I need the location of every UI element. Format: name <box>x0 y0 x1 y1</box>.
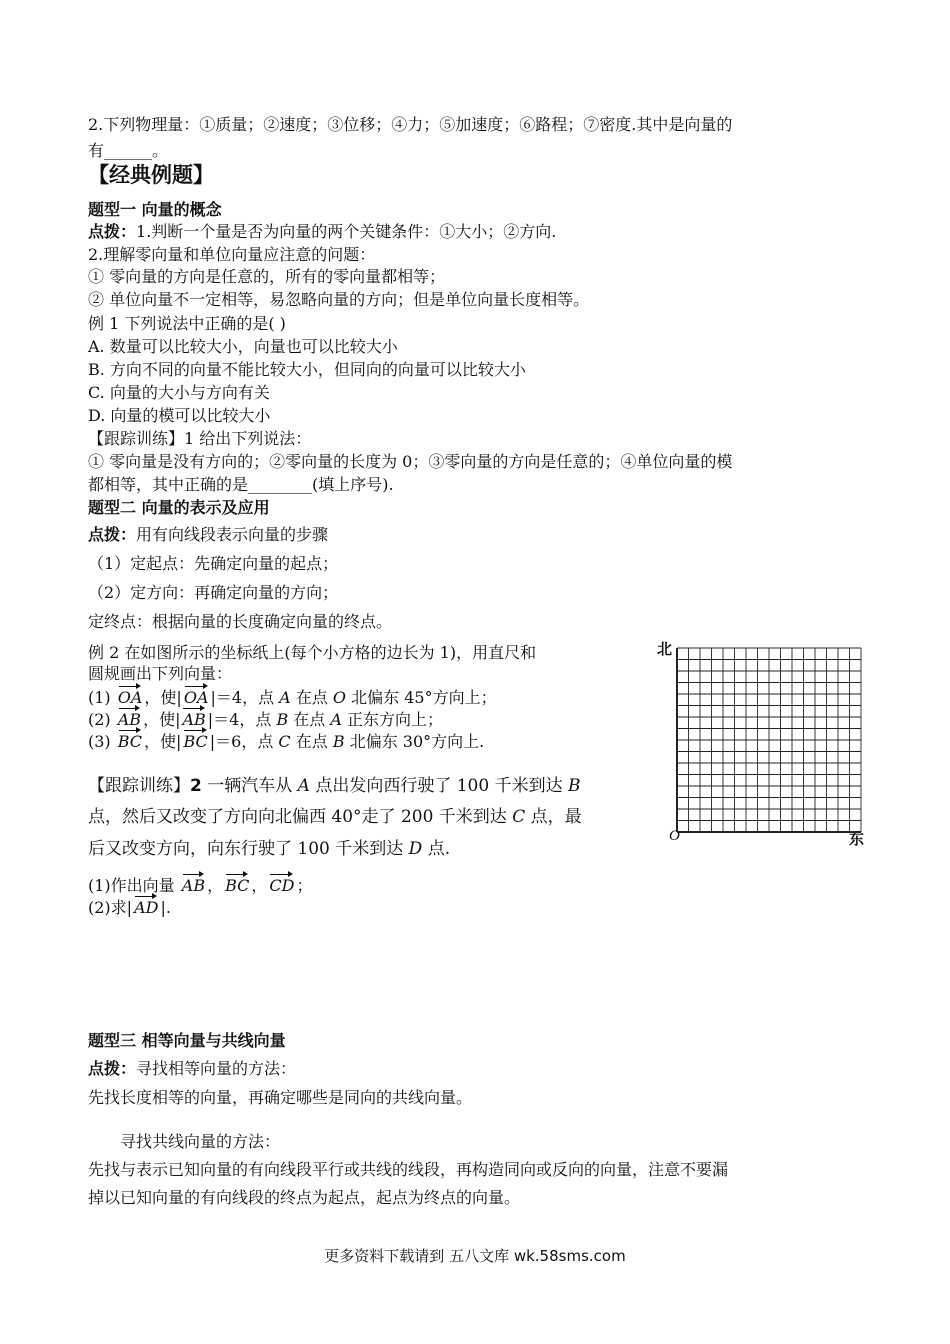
tip-label: 点拨： <box>88 222 137 241</box>
section-heading: 【经典例题】 <box>88 163 214 187</box>
training-1-heading: 【跟踪训练】1 给出下列说法： <box>88 429 312 448</box>
type1-title: 题型一 向量的概念 <box>88 200 222 219</box>
type3-line-2: 寻找共线向量的方法： <box>120 1132 281 1151</box>
vector-bc: BC <box>225 871 249 897</box>
origin-label: O <box>669 828 680 844</box>
tip-label: 点拨： <box>88 525 137 544</box>
tip-label: 点拨： <box>88 1059 137 1078</box>
option-a: A. 数量可以比较大小，向量也可以比较大小 <box>88 337 398 356</box>
vector-cd: CD <box>269 871 294 897</box>
training-2-question-1: (1)作出向量 AB ， BC ， CD ； <box>88 871 313 897</box>
east-label: 东 <box>849 830 865 848</box>
type3-tip <box>88 1058 296 1080</box>
question-2-line-2: 有______。 <box>88 141 169 160</box>
example-2-line-2: 圆规画出下列向量： <box>88 664 233 683</box>
option-c: C. 向量的大小与方向有关 <box>88 383 270 402</box>
training-1-line-1: ① 零向量是没有方向的；②零向量的长度为 0；③零向量的方向是任意的；④单位向量的模 <box>88 452 733 471</box>
vector-bc: BC <box>183 727 207 753</box>
example-1: 例 1 下列说法中正确的是( ) <box>88 314 286 333</box>
vector-ab: AB <box>118 705 141 731</box>
example-2-item-3: (3) BC ，使| BC |＝6，点 C 在点 B 北偏东 30°方向上. <box>88 727 484 753</box>
example-2-line-1: 例 2 在如图所示的坐标纸上(每个小方格的边长为 1)，用直尺和 <box>88 643 537 662</box>
type3-title: 题型三 相等向量与共线向量 <box>88 1031 286 1050</box>
training-1-line-2: 都相等，其中正确的是________(填上序号). <box>88 475 394 494</box>
example-2-item-2: (2) AB ，使| AB |＝4，点 B 在点 A 正东方向上； <box>88 705 443 731</box>
type2-title: 题型二 向量的表示及应用 <box>88 498 270 517</box>
grid-paper-figure <box>655 636 870 851</box>
example-2-item-1: (1) OA ，使| OA |＝4，点 A 在点 O 北偏东 45°方向上； <box>88 683 497 709</box>
vector-ab: AB <box>182 705 205 731</box>
vector-bc: BC <box>118 727 142 753</box>
vector-ab: AB <box>182 871 205 897</box>
type1-tip2-b: ② 单位向量不一定相等，易忽略向量的方向；但是单位向量长度相等。 <box>88 290 590 309</box>
grid-lines <box>655 636 870 851</box>
training-2-line-3: 后又改变方向，向东行驶了 100 千米到达 D 点. <box>88 839 451 859</box>
tip-text: 1.判断一个量是否为向量的两个关键条件：①大小；②方向. <box>136 222 557 241</box>
training-2-line-2: 点，然后又改变了方向向北偏西 40°走了 200 千米到达 C 点，最 <box>88 807 582 827</box>
type3-line-1: 先找长度相等的向量，再确定哪些是同向的共线向量。 <box>88 1088 473 1107</box>
option-d: D. 向量的模可以比较大小 <box>88 406 271 425</box>
vector-oa: OA <box>118 683 143 709</box>
step-2: （2）定方向：再确定向量的方向； <box>88 583 339 602</box>
type1-tip <box>88 221 556 243</box>
type1-tip2: 2.理解零向量和单位向量应注意的问题： <box>88 245 376 264</box>
training-2-line-1: 【跟踪训练】2 一辆汽车从 A 点出发向西行驶了 100 千米到达 B <box>88 776 581 796</box>
north-label: 北 <box>657 640 673 658</box>
step-3: 定终点：根据向量的长度确定向量的终点。 <box>88 612 393 631</box>
vector-ad: AD <box>134 893 158 919</box>
type3-line-3: 先找与表示已知向量的有向线段平行或共线的线段，再构造同向或反向的向量，注意不要漏 <box>88 1160 729 1179</box>
tip-text: 用有向线段表示向量的步骤 <box>136 525 329 544</box>
type3-line-4: 掉以已知向量的有向线段的终点为起点，起点为终点的向量。 <box>88 1188 521 1207</box>
option-b: B. 方向不同的向量不能比较大小，但同向的向量可以比较大小 <box>88 360 526 379</box>
type2-tip <box>88 524 328 546</box>
step-1: （1）定起点：先确定向量的起点； <box>88 554 339 573</box>
tip-text: 寻找相等向量的方法： <box>136 1059 297 1078</box>
footer-text: 更多资料下载请到 五八文库 wk.58sms.com <box>324 1247 626 1265</box>
vector-oa: OA <box>184 683 209 709</box>
type1-tip2-a: ① 零向量的方向是任意的，所有的零向量都相等； <box>88 267 446 286</box>
training-2-question-2: (2)求| AD |. <box>88 893 171 919</box>
question-2-line-1: 2.下列物理量：①质量；②速度；③位移；④力；⑤加速度；⑥路程；⑦密度.其中是向量的 <box>88 115 733 134</box>
